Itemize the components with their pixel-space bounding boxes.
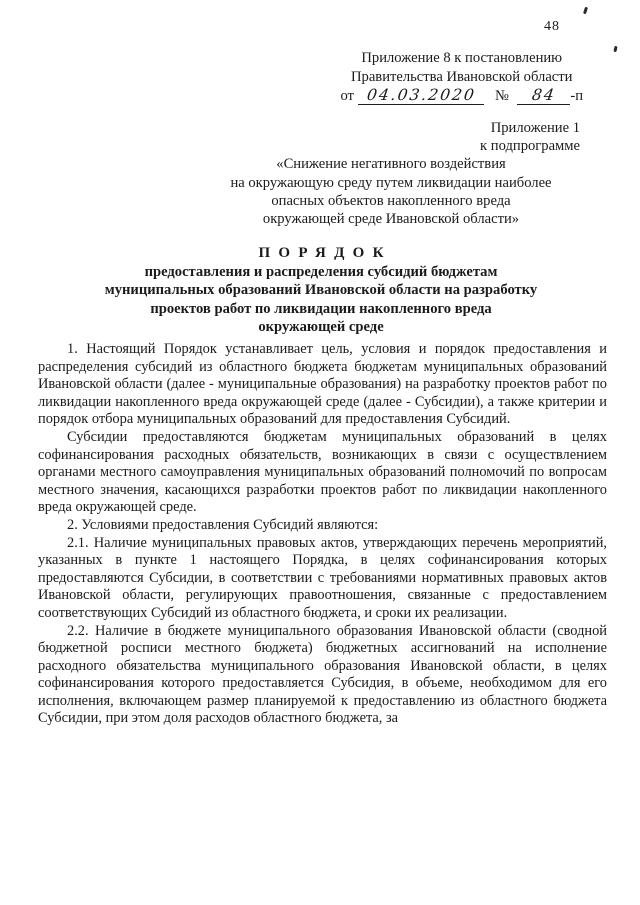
subprogram-reference-line: Приложение 1 (490, 120, 580, 136)
appendix-reference-line: Правительства Ивановской области (350, 68, 573, 85)
subprogram-reference-center-lines (202, 155, 580, 228)
document-title-subtitle-line: предоставления и распределения субсидий бюджетам (144, 264, 498, 281)
appendix-reference-lines (340, 49, 583, 86)
body-paragraph: 2. Условиями предоставления Субсидий являются: (67, 516, 379, 533)
number-suffix-label: -п (570, 88, 583, 105)
appendix-reference-line: Приложение 8 к постановлению (361, 50, 563, 66)
subprogram-title-line: «Снижение негативного воздействия (276, 156, 506, 173)
document-title-subtitle-line: муниципальных образований Ивановской области на разработку (104, 282, 538, 299)
body-paragraph: 1. Настоящий Порядок устанавливает цель, условия и порядок предоставления и распределения субсидий из областного бюджета бюджетам муниципальных образований Ивановской области (далее - муниципальные образования) на разработку проектов работ по ликвидации накопленного вреда окружающей среде (далее - Субсидии), а также критерии и порядок отбора муниципальных образований для предоставления Субсидий. (38, 341, 607, 428)
date-prefix-label: от (340, 88, 354, 105)
subprogram-reference-block (202, 119, 580, 228)
subprogram-reference-right-lines (202, 119, 580, 155)
subprogram-reference-line: к подпрограмме (480, 138, 580, 155)
appendix-reference-block (340, 49, 583, 106)
number-underline-field (517, 88, 571, 105)
scan-artifact-speck (613, 46, 617, 52)
decree-date-number-line (340, 87, 583, 106)
document-title-subtitle-line: проектов работ по ликвидации накопленного вреда (150, 300, 492, 317)
document-title-subtitle (38, 263, 604, 336)
scan-artifact-speck (583, 7, 588, 15)
body-paragraph: 2.1. Наличие муниципальных правовых актов, утверждающих перечень мероприятий, указанных в пункте 1 настоящего Порядка, в целях софинансирования которых предоставляются Субсидии, в соответствии с требованиями нормативных правовых актов Ивановской области, регулирующих правоотношения, связанные с предоставлением соответствующих Субсидий из областного бюджета, и сроки их реализации. (38, 534, 607, 621)
handwritten-date: 04.03.2020 (365, 86, 477, 105)
number-sign-label: № (495, 88, 509, 105)
subprogram-title-line: окружающей среде Ивановской области» (262, 211, 520, 228)
subprogram-title-line: опасных объектов накопленного вреда (271, 192, 511, 209)
body-paragraph: 2.2. Наличие в бюджете муниципального образования Ивановской области (сводной бюджетной росписи местного бюджета) бюджетных ассигнований на исполнение расходного обязательства муниципального образования Ивановской области, в целях софинансирования которого предоставляется Субсидия, в объеме, необходимом для его исполнения, включающем размер планируемой к предоставлению из областного бюджета Субсидии, при этом доля расходов областного бюджета, за (38, 622, 607, 727)
body-paragraph: Субсидии предоставляются бюджетам муниципальных образований в целях софинансирования расходных обязательств, возникающих в связи с осуществлением органами местного самоуправления муниципальных образований полномочий по вопросам местного значения, касающихся разработки проектов работ по ликвидации накопленного вреда окружающей среде. (38, 428, 607, 516)
document-body (38, 341, 607, 728)
date-underline-field (358, 88, 485, 105)
subprogram-title-line: на окружающую среду путем ликвидации наиболее (230, 174, 552, 191)
document-title-heading: ПОРЯДОК (258, 245, 392, 261)
page-number: 48 (544, 19, 560, 34)
document-title-block (38, 244, 604, 336)
handwritten-number: 84 (530, 86, 557, 105)
document-title-subtitle-line: окружающей среде (258, 318, 384, 335)
